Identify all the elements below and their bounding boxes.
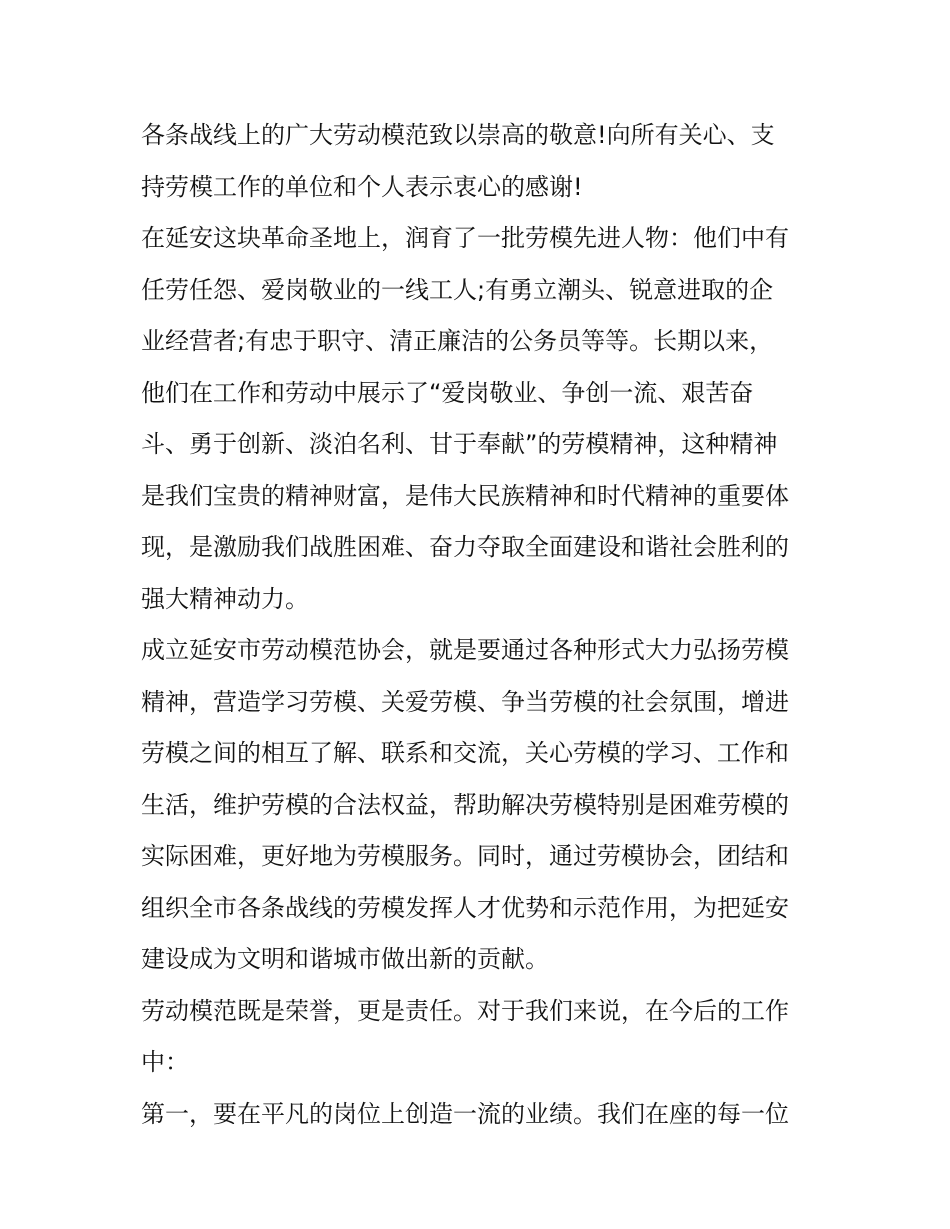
text-line: 各条战线上的广大劳动模范致以崇高的敬意!向所有关心、支 [141,121,775,149]
text-line: 业经营者;有忠于职守、清正廉洁的公务员等等。长期以来， [141,327,774,355]
text-line: 成立延安市劳动模范协会，就是要通过各种形式大力弘扬劳模 [141,636,789,664]
text-line: 任劳任怨、爱岗敬业的一线工人;有勇立潮头、锐意进取的企 [141,275,774,304]
text-line: 他们在工作和劳动中展示了“爱岗敬业、争创一流、艰苦奋 [141,378,754,407]
text-line: 斗、勇于创新、淡泊名利、甘于奉献”的劳模精神，这种精神 [141,430,778,458]
text-line: 第一，要在平凡的岗位上创造一流的业绩。我们在座的每一位 [141,1099,789,1128]
text-line: 现，是激励我们战胜困难、奋力夺取全面建设和谐社会胜利的 [141,533,789,561]
text-line: 精神，营造学习劳模、关爱劳模、争当劳模的社会氛围，增进 [141,687,789,716]
text-line: 建设成为文明和谐城市做出新的贡献。 [141,945,549,973]
text-line: 实际困难，更好地为劳模服务。同时，通过劳模协会，团结和 [141,842,789,870]
text-line: 生活，维护劳模的合法权益，帮助解决劳模特别是困难劳模的 [141,790,789,819]
text-line: 劳动模范既是荣誉，更是责任。对于我们来说，在今后的工作 [141,996,789,1025]
text-line: 是我们宝贵的精神财富，是伟大民族精神和时代精神的重要体 [141,481,789,510]
text-line: 劳模之间的相互了解、联系和交流，关心劳模的学习、工作和 [141,739,789,767]
text-line: 在延安这块革命圣地上，润育了一批劳模先进人物：他们中有 [141,224,789,252]
text-line: 中： [141,1048,189,1076]
text-line: 持劳模工作的单位和个人表示衷心的感谢! [141,172,583,201]
body-text [141,110,821,1140]
text-line: 组织全市各条战线的劳模发挥人才优势和示范作用，为把延安 [141,893,789,922]
text-line: 强大精神动力。 [141,584,309,613]
